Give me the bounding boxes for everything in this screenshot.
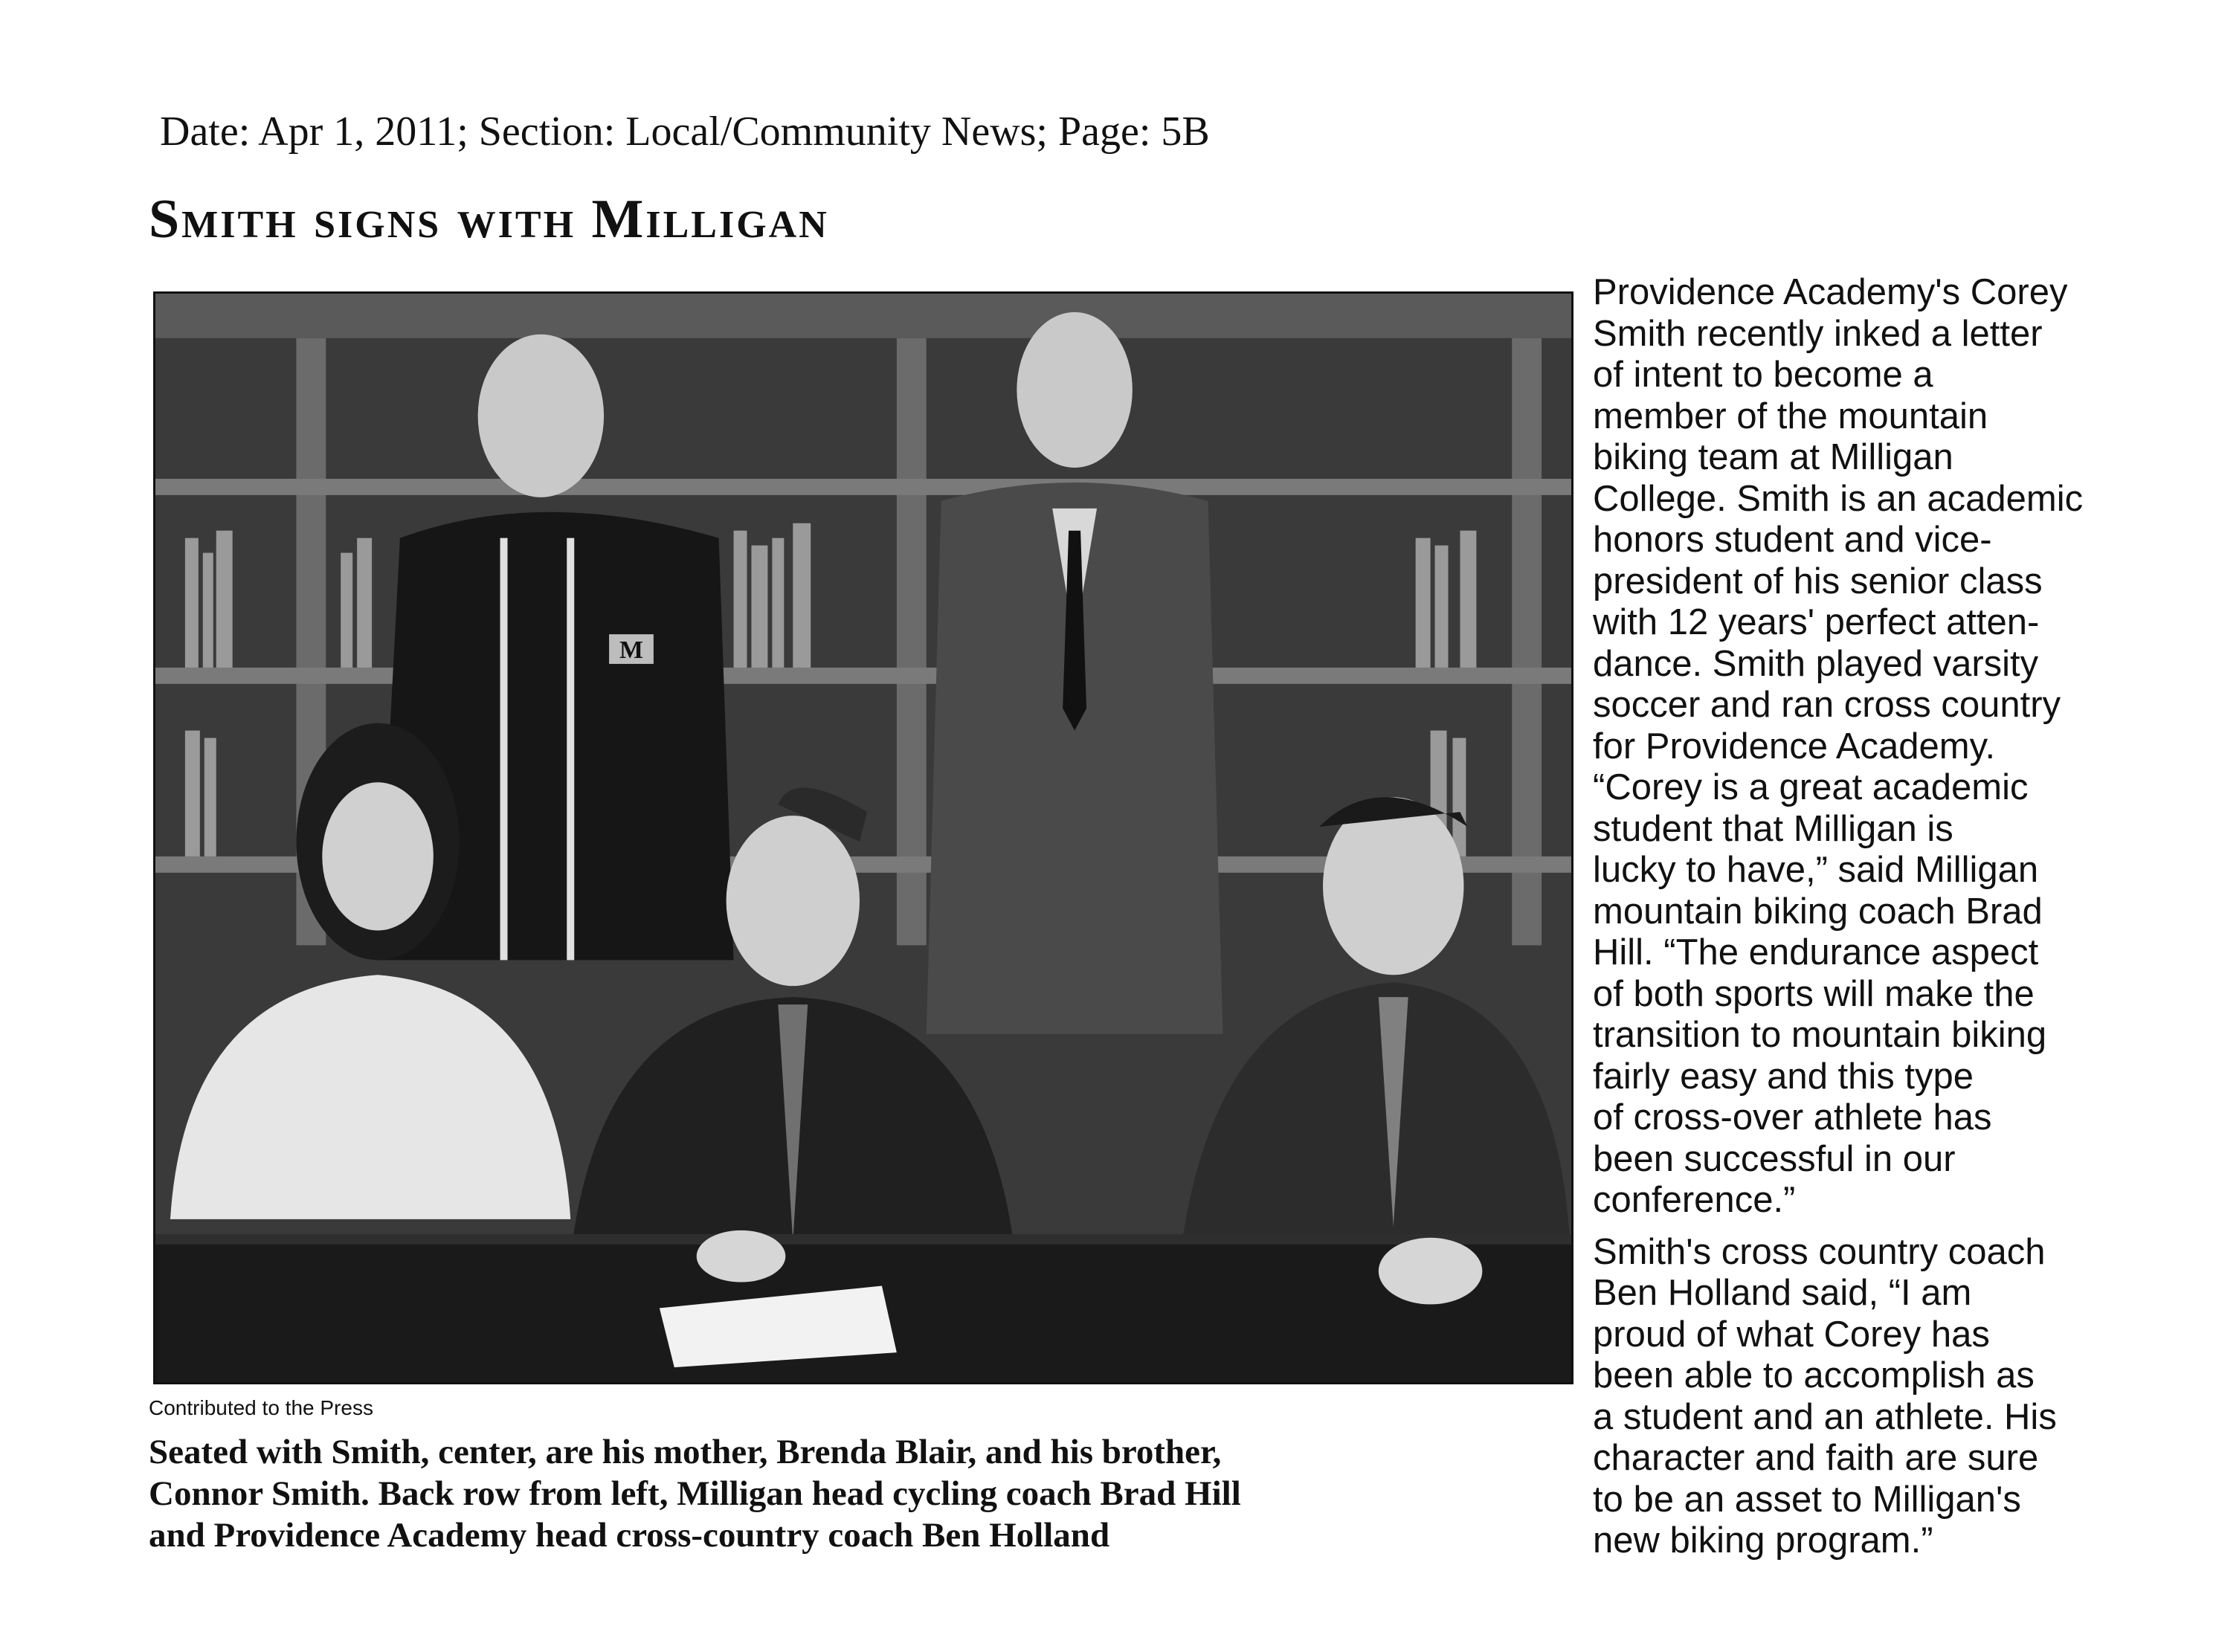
article-line: student that Milligan is [1593,808,1953,849]
signing-photo-image [155,294,1571,1382]
article-line: honors student and vice- [1593,520,1992,560]
photo-credit: Contributed to the Press [149,1396,373,1419]
caption-line: Seated with Smith, center, are his mother, Brenda Blair, and his brother, [149,1433,1222,1471]
article-line: of intent to become a [1593,355,1933,395]
headline: Smith signs with Milligan [149,189,829,250]
article-body [1593,272,2158,1562]
article-line: for Providence Academy. [1593,726,1996,767]
article-line: dance. Smith played varsity [1593,643,2039,684]
article-line: a student and an athlete. His [1593,1396,2057,1437]
article-line: Ben Holland said, “I am [1593,1273,1972,1313]
article-line: Smith's cross country coach [1593,1231,2046,1272]
article-line: proud of what Corey has [1593,1314,1990,1355]
caption-line: Connor Smith. Back row from left, Milligan head cycling coach Brad Hill [149,1474,1241,1513]
article-line: fairly easy and this type [1593,1056,1974,1097]
article-line: new biking program.” [1593,1520,1933,1561]
article-line: Hill. “The endurance aspect [1593,932,2039,972]
article-line: member of the mountain [1593,396,1988,436]
jacket-logo: M [619,636,643,664]
article-line: soccer and ran cross country [1593,685,2061,725]
article-line: character and faith are sure [1593,1438,2039,1478]
article-line: with 12 years' perfect atten- [1593,602,2040,642]
article-line: “Corey is a great academic [1593,767,2029,807]
article-line: College. Smith is an academic [1593,478,2084,519]
article-line: mountain biking coach Brad [1593,891,2043,932]
article-line: biking team at Milligan [1593,437,1953,477]
article-line: been successful in our [1593,1138,1956,1179]
article-paragraph [1593,272,2158,1222]
article-line: transition to mountain biking [1593,1015,2047,1055]
article-line: Providence Academy's Corey [1593,272,2068,312]
article-paragraph [1593,1232,2158,1562]
article-line: of cross-over athlete has [1593,1097,1992,1138]
article-line: been able to accomplish as [1593,1355,2035,1396]
article-line: of both sports will make the [1593,973,2035,1014]
article-line: to be an asset to Milligan's [1593,1479,2021,1520]
caption-line: and Providence Academy head cross-country coach Ben Holland [149,1516,1110,1555]
signing-photo [153,291,1573,1384]
article-line: Smith recently inked a letter [1593,313,2043,354]
photo-caption [149,1431,1576,1556]
article-line: conference.” [1593,1180,1796,1220]
dateline: Date: Apr 1, 2011; Section: Local/Community News; Page: 5B [160,109,1210,155]
article-line: lucky to have,” said Milligan [1593,850,2039,890]
article-line: president of his senior class [1593,561,2043,601]
